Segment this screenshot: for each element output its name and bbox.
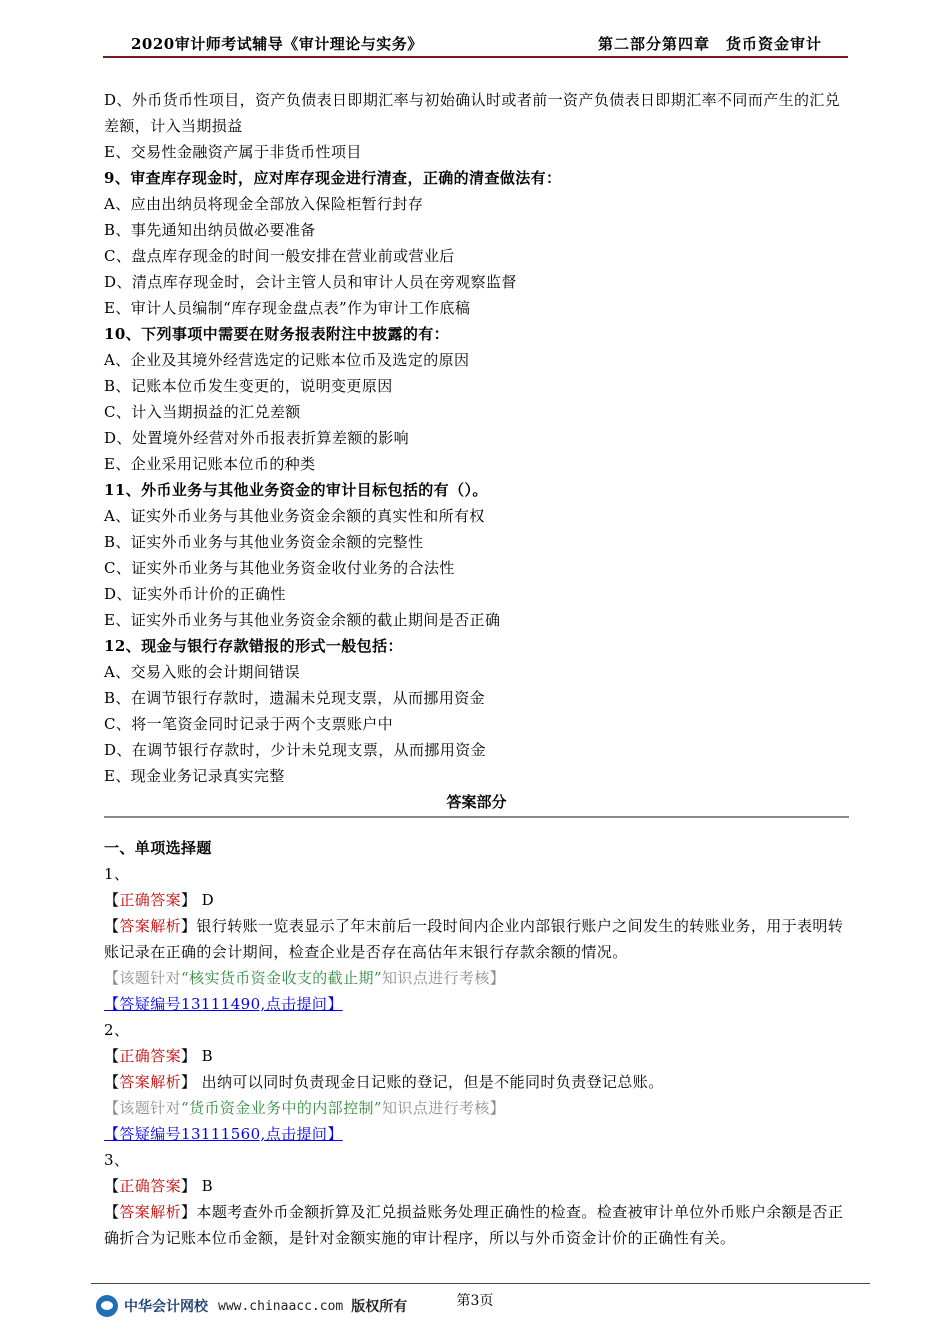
question-option: E、审计人员编制“库存现金盘点表”作为审计工作底稿	[104, 299, 471, 317]
brand-name: 中华会计网校	[124, 1299, 208, 1315]
q8-option-d: D、外币货币性项目，资产负债表日即期汇率与初始确认时或者前一资产负债表日即期汇率不同而产生的汇兑差额，计入当期损益	[104, 91, 841, 135]
question-stem: 10、下列事项中需要在财务报表附注中披露的有：	[104, 325, 450, 343]
question-stem: 9、审查库存现金时，应对库存现金进行清查，正确的清查做法有：	[104, 169, 562, 187]
question-option: E、证实外币业务与其他业务资金余额的截止期间是否正确	[104, 611, 501, 629]
question-option: E、企业采用记账本位币的种类	[104, 455, 316, 473]
question-option: B、记账本位币发生变更的，说明变更原因	[104, 377, 393, 395]
footer-brand	[96, 1295, 407, 1317]
correct-answer: 【正确答案】 B	[104, 1177, 214, 1195]
question-option: D、在调节银行存款时，少计未兑现支票，从而挪用资金	[104, 741, 487, 759]
answer-number: 1、	[104, 865, 130, 883]
question-option: D、处置境外经营对外币报表折算差额的影响	[104, 429, 410, 447]
question-option: E、现金业务记录真实完整	[104, 767, 285, 785]
question-option: B、事先通知出纳员做必要准备	[104, 221, 316, 239]
question-option: A、证实外币业务与其他业务资金余额的真实性和所有权	[104, 507, 485, 525]
answer-number: 2、	[104, 1021, 130, 1039]
correct-answer: 【正确答案】 B	[104, 1047, 214, 1065]
question-option: B、证实外币业务与其他业务资金余额的完整性	[104, 533, 424, 551]
question-option: A、交易入账的会计期间错误	[104, 663, 301, 681]
header-chapter: 第二部分第四章 货币资金审计	[597, 35, 822, 53]
knowledge-point-note: 【该题针对“核实货币资金收支的截止期”知识点进行考核】	[104, 969, 506, 987]
footer-divider	[91, 1283, 870, 1284]
q8-option-e: E、交易性金融资产属于非货币性项目	[104, 143, 362, 161]
brand-url[interactable]: www.chinaacc.com	[218, 1298, 344, 1314]
document-body	[104, 87, 849, 1251]
ask-question-link[interactable]: 【答疑编号13111560,点击提问】	[104, 1125, 343, 1143]
knowledge-point-note: 【该题针对“货币资金业务中的内部控制”知识点进行考核】	[104, 1099, 506, 1117]
answers-title: 答案部分	[446, 793, 507, 811]
question-stem: 11、外币业务与其他业务资金的审计目标包括的有（）。	[104, 481, 488, 499]
question-option: B、在调节银行存款时，遗漏未兑现支票，从而挪用资金	[104, 689, 486, 707]
answers-divider	[104, 816, 849, 818]
brand-logo-icon	[96, 1295, 118, 1317]
answer-number: 3、	[104, 1151, 130, 1169]
question-stem: 12、现金与银行存款错报的形式一般包括：	[104, 637, 403, 655]
page-header	[103, 30, 848, 58]
question-option: D、清点库存现金时，会计主管人员和审计人员在旁观察监督	[104, 273, 517, 291]
ask-question-link[interactable]: 【答疑编号13111490,点击提问】	[104, 995, 343, 1013]
copyright-text: 版权所有	[351, 1299, 408, 1315]
header-title: 2020审计师考试辅导《审计理论与实务》	[131, 35, 423, 53]
answer-analysis: 【答案解析】 出纳可以同时负责现金日记账的登记，但是不能同时负责登记总账。	[104, 1073, 664, 1091]
question-option: C、将一笔资金同时记录于两个支票账户中	[104, 715, 394, 733]
question-option: C、计入当期损益的汇兑差额	[104, 403, 301, 421]
correct-answer: 【正确答案】 D	[104, 891, 215, 909]
section-heading: 一、单项选择题	[104, 839, 212, 857]
question-option: A、企业及其境外经营选定的记账本位币及选定的原因	[104, 351, 470, 369]
answer-analysis: 【答案解析】本题考查外币金额折算及汇兑损益账务处理正确性的检查。检查被审计单位外币账户余额是否正确折合为记账本位币金额，是针对金额实施的审计程序，所以与外币资金计价的正确性有关。	[104, 1203, 844, 1247]
question-option: D、证实外币计价的正确性	[104, 585, 286, 603]
question-option: C、证实外币业务与其他业务资金收付业务的合法性	[104, 559, 455, 577]
page-number: 第3页	[456, 1293, 494, 1309]
question-option: C、盘点库存现金的时间一般安排在营业前或营业后	[104, 247, 455, 265]
answer-analysis: 【答案解析】银行转账一览表显示了年末前后一段时间内企业内部银行账户之间发生的转账业务，用于表明转账记录在正确的会计期间，检查企业是否存在高估年末银行存款余额的情况。	[104, 917, 844, 961]
question-option: A、应由出纳员将现金全部放入保险柜暂行封存	[104, 195, 424, 213]
